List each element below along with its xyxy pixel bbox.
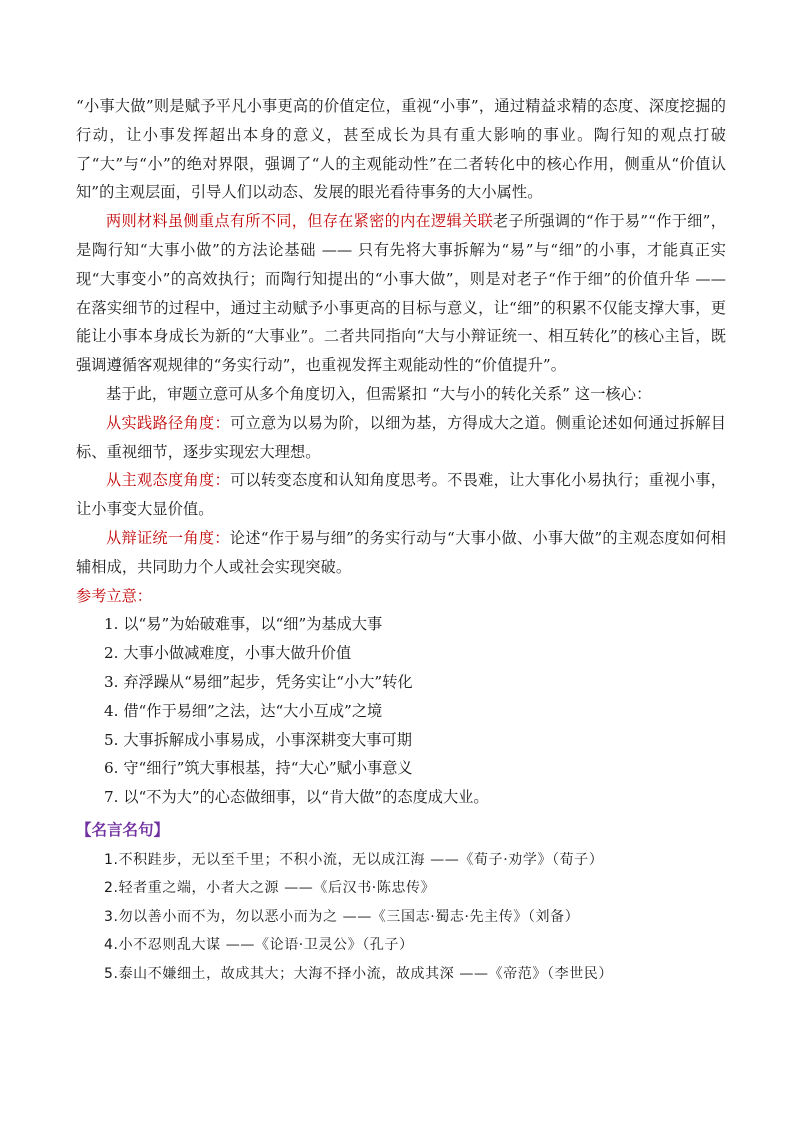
quote-number: 5.: [104, 965, 119, 982]
angle-attitude-label: 从主观态度角度：: [106, 471, 231, 490]
paragraph-logical-relation-text: 老子所强调的“作于易”“作于细”，是陶行知“大事小做”的方法论基础 —— 只有先将大事拆解为“易”与“细”的小事，才能真正实现“大事变小”的高效执行；而陶行知提出的“小事大做”，则是对老子“作于细”的价值升华 —— 在落实细节的过程中，通过主动赋予小事更高的目标与意义，让“细”的积累不仅能支撑大事，更能让小事本身成长为新的“大事业”。二者共同指向“大与小辩证统一、相互转化”的核心主旨，既强调遵循客观规律的“务实行动”，也重视发挥主观能动性的“价值提升”。: [76, 212, 727, 375]
paragraph-angle-dialectic: [76, 524, 726, 582]
reference-ideas-heading: 参考立意：: [76, 586, 152, 605]
quote-item: [104, 874, 726, 903]
angle-practice-label: 从实践路径角度：: [106, 413, 231, 432]
famous-quotes-list: [76, 846, 726, 989]
reference-idea-item: 1. 以“易”为始破难事，以“细”为基成大事: [104, 615, 383, 634]
quote-item: [104, 846, 726, 875]
quote-number: 1.: [104, 851, 119, 868]
quote-number: 2.: [104, 880, 119, 897]
quote-number: 4.: [104, 937, 119, 954]
quote-number: 3.: [104, 908, 119, 925]
paragraph-logical-relation: [76, 207, 726, 380]
quote-item: [104, 931, 726, 960]
reference-idea-item: 5. 大事拆解成小事易成，小事深耕变大事可期: [104, 730, 412, 749]
quote-text: 轻者重之端，小者大之源 ——《后汉书·陈忠传》: [118, 880, 436, 897]
highlight-logical-relation: 两则材料虽侧重点有所不同，但存在紧密的内在逻辑关联: [106, 212, 493, 231]
angle-dialectic-text: 论述“作于易与细”的务实行动与“大事小做、小事大做”的主观态度如何相辅相成，共同助力个人或社会实现突破。: [76, 528, 726, 576]
famous-quotes-heading: 【名言名句】: [76, 820, 170, 839]
angle-attitude-text: 可以转变态度和认知角度思考。不畏难，让大事化小易执行；重视小事，让小事变大显价值。: [76, 471, 726, 519]
reference-idea-item: 7. 以“不为大”的心态做细事，以“肯大做”的态度成大业。: [104, 788, 489, 807]
paragraph-angles-intro: 基于此，审题立意可从多个角度切入，但需紧扣 “大与小的转化关系” 这一核心：: [106, 384, 652, 403]
quote-item: [104, 903, 726, 932]
paragraph-angle-practice: [76, 409, 726, 467]
reference-idea-item: 2. 大事小做减难度，小事大做升价值: [104, 644, 352, 663]
paragraph-angle-attitude: [76, 466, 726, 524]
angle-practice-text: 可立意为以易为阶，以细为基，方得成大之道。侧重论述如何通过拆解目标、重视细节，逐步实现宏大理想。: [76, 413, 726, 461]
quote-text: 小不忍则乱大谋 ——《论语·卫灵公》（孔子）: [118, 937, 414, 954]
reference-idea-item: 4. 借“作于易细”之法，达“大小互成”之境: [104, 701, 383, 720]
quote-item: [104, 960, 726, 989]
quote-text: 勿以善小而不为，勿以恶小而为之 ——《三国志·蜀志·先主传》（刘备）: [118, 908, 580, 925]
quote-text: 不积跬步，无以至千里；不积小流，无以成江海 ——《荀子·劝学》（荀子）: [118, 851, 604, 868]
angle-dialectic-label: 从辩证统一角度：: [106, 528, 230, 547]
paragraph-small-things-done-big: “小事大做”则是赋予平凡小事更高的价值定位，重视“小事”，通过精益求精的态度、深度挖掘的行动，让小事发挥超出本身的意义，甚至成长为具有重大影响的事业。陶行知的观点打破了“大”与“小”的绝对界限，强调了“人的主观能动性”在二者转化中的核心作用，侧重从“价值认知”的主观层面，引导人们以动态、发展的眼光看待事务的大小属性。: [76, 97, 726, 202]
document-page: [76, 92, 726, 988]
reference-idea-item: 6. 守“细行”筑大事根基，持“大心”赋小事意义: [104, 759, 413, 778]
reference-ideas-list: [76, 610, 726, 812]
reference-idea-item: 3. 弃浮躁从“易细”起步，凭务实让“小大”转化: [104, 672, 413, 691]
quote-text: 泰山不嫌细土，故成其大；大海不择小流，故成其深 ——《帝范》（李世民）: [118, 965, 614, 982]
